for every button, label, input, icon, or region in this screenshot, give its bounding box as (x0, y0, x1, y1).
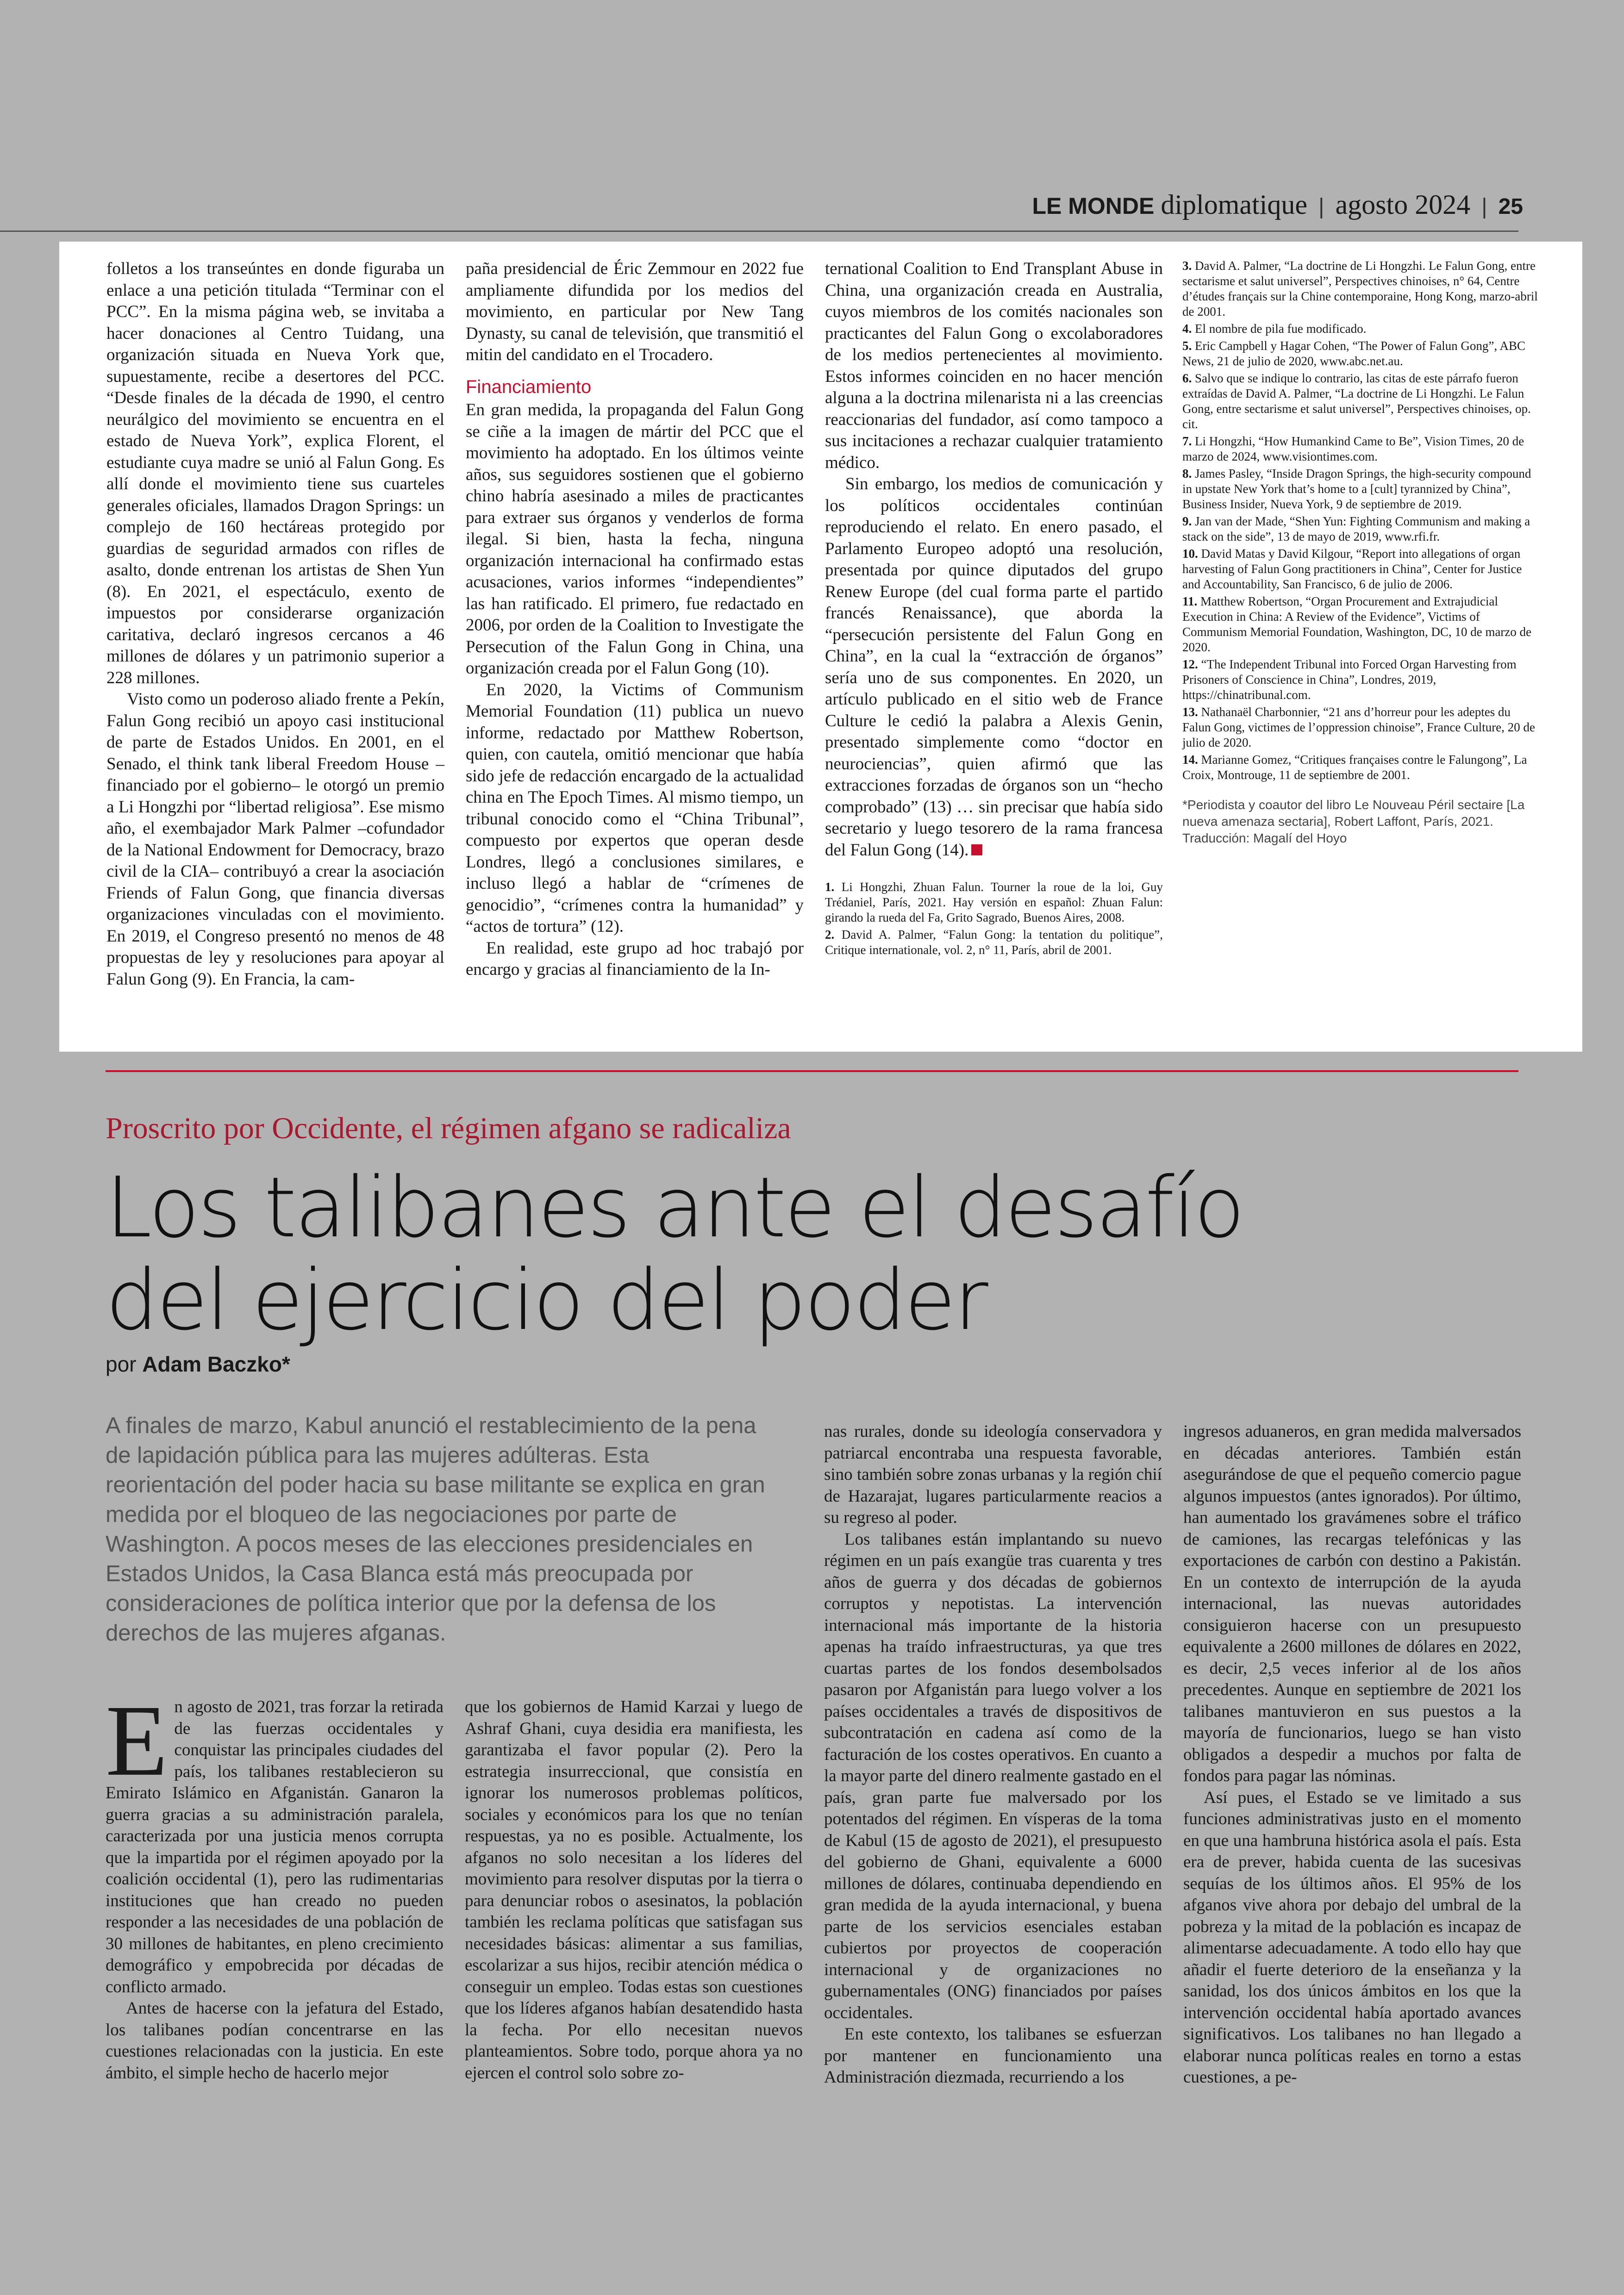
footnote: 13. Nathanaël Charbonnier, “21 ans d’horreur pour les adeptes du Falun Gong, victimes de l’oppression chinoise”, France Culture, 20 de julio de 2020. (1182, 705, 1535, 749)
footnote: 9. Jan van der Made, “Shen Yun: Fighting Communism and making a stack on the side”, 13 de mayo de 2019, www.rfi.fr. (1182, 514, 1530, 543)
byline-prefix: por (106, 1352, 137, 1376)
footnote: 2. David A. Palmer, “Falun Gong: la tentation du politique”, Critique internationale, vol. 2, n° 11, París, abril de 2001. (825, 928, 1163, 957)
prev-col-1 (106, 258, 444, 990)
header-separator-2: | (1481, 194, 1487, 219)
paragraph: Los talibanes están implantando su nuevo régimen en un país exangüe tras cuarenta y tres años de guerra y dos décadas de gobiernos corruptos y nepotistas. La intervención internacional más importante de la historia apenas ha traído infraestructuras, ya que tres cuartas partes de los fondos desembolsados pasaron por Afganistán para luego volver a los países occidentales a través de dispositivos de subcontratación en cadena así como de la facturación de los costes operativos. En cuanto a la mayor parte del dinero realmente gastado en el país, gran parte fue malversado por los potentados del régimen. En vísperas de la toma de Kabul (15 de agosto de 2021), el presupuesto del gobierno de Ghani, equivalente a 6000 millones de dólares, continuaba dependiendo en gran medida de la ayuda internacional, y buena parte de los servicios esenciales estaban cubiertos por proyectos de cooperación internacional y de organizaciones no gubernamentales (ONG) financiados por países occidentales. (824, 1529, 1162, 2022)
page-number: 25 (1498, 194, 1523, 219)
paragraph-text: n agosto de 2021, tras forzar la retirada de las fuerzas occidentales y conquistar las principales ciudades del país, los talibanes restablecieron su Emirato Islámico en Afganistán. Ganaron la guerra gracias a su administración paralela, caracterizada por una justicia menos corrupta que la impartida por el régimen apoyado por la coalición occidental (1), pero las rudimentarias instituciones que han creado no pueden responder a las necesidades de una población de 30 millones de habitantes, en pleno crecimiento demográfico y empobrecida por décadas de conflicto armado. (106, 1697, 443, 1996)
footnote: 8. James Pasley, “Inside Dragon Springs, the high-security compound in upstate New York that’s home to a [cult] tyrannized by China”, Business Insider, Nueva York, 9 de septiembre de 2019. (1182, 467, 1531, 511)
article-col-2 (465, 1696, 803, 2084)
title-line-2: del ejercicio del poder (106, 1252, 987, 1349)
header-rule (0, 231, 1518, 232)
paragraph: Antes de hacerse con la jefatura del Estado, los talibanes podían concentrarse en las cuestiones relacionadas con la justicia. En este ámbito, el simple hecho de hacerlo mejor (106, 1999, 443, 2083)
section-divider (106, 1070, 1518, 1072)
paragraph (106, 1684, 443, 1998)
footnote: 14. Marianne Gomez, “Critiques françaises contre le Falungong”, La Croix, Montrouge, 11 de septiembre de 2001. (1182, 753, 1527, 782)
paragraph: Así pues, el Estado se ve limitado a sus funciones administrativas justo en el momento en que una hambruna histórica asola el país. Esta era de prever, habida cuenta de las sucesivas sequías de los últimos años. El 95% de los afganos vive ahora por debajo del umbral de la pobreza y la mitad de la población es incapaz de alimentarse adecuadamente. A todo ello hay que añadir el fuerte deterioro de la enseñanza y la sanidad, los dos únicos ámbitos en los que la intervención occidental había aportado avances significativos. Los talibanes no han llegado a elaborar nunca políticas reales en torno a estas cuestiones, a pe- (1183, 1788, 1521, 2087)
author-note: *Periodista y coautor del libro Le Nouveau Péril sectaire [La nueva amenaza sectaria], Robert Laffont, París, 2021. (1182, 798, 1525, 829)
footnote: 6. Salvo que se indique lo contrario, las citas de este párrafo fueron extraídas de David A. Palmer, “La doctrine de Li Hongzhi. Le Falun Gong, entre sectarisme et salut universel”, Perspectives chinoises, op. cit. (1182, 371, 1531, 431)
dropcap: E (106, 1684, 168, 1797)
paragraph: En este contexto, los talibanes se esfuerzan por mantener en funcionamiento una Administración diezmada, recurriendo a los (824, 2025, 1162, 2087)
footnote: 11. Matthew Robertson, “Organ Procurement and Extrajudicial Execution in China: A Review of the Evidence”, Victims of Communism Memorial Foundation, Washington, DC, 10 de marzo de 2020. (1182, 594, 1532, 654)
brand-name: LE MONDE (1032, 193, 1155, 219)
issue-date: agosto 2024 (1335, 189, 1471, 220)
footnote: 10. David Matas y David Kilgour, “Report into allegations of organ harvesting of Falun Gong practitioners in China”, Center for Justice and Accountability, San Francisco, 6 de julio de 2006. (1182, 547, 1522, 591)
paragraph: En realidad, este grupo ad hoc trabajó por encargo y gracias al financiamiento de la In- (466, 938, 804, 979)
paragraph: En gran medida, la propaganda del Falun Gong se ciñe a la imagen de mártir del PCC que el movimiento ha adoptado. En los últimos veinte años, sus seguidores sostienen que el gobierno chino habría asesinado a miles de practicantes para extraer sus órganos y venderlos de forma ilegal. Si bien, hasta la fecha, ninguna organización internacional ha confirmado estas acusaciones, varios informes “independientes” las han ratificado. El primero, fue redactado en 2006, por orden de la Coalition to Investigate the Persecution of the Falun Gong in China, una organización creada por el Falun Gong (10). (466, 400, 804, 678)
footnote: 5. Eric Campbell y Hagar Cohen, “The Power of Falun Gong”, ABC News, 21 de julio de 2020, www.abc.net.au. (1182, 339, 1525, 368)
paragraph: paña presidencial de Éric Zemmour en 2022 fue ampliamente difundida por los medios del movimiento, en particular por New Tang Dynasty, su canal de televisión, que transmitió el mitin del candidato en el Trocadero. (466, 259, 804, 364)
previous-article-panel (59, 242, 1582, 1052)
end-mark-icon (971, 844, 982, 855)
section-subhead: Financiamiento (466, 376, 592, 397)
footnotes-a (825, 879, 1163, 958)
title-line-1: Los talibanes ante el desafío (106, 1160, 1243, 1256)
prev-col-3 (825, 258, 1163, 960)
paragraph-text: Sin embargo, los medios de comunicación y los políticos occidentales continúan reproduciendo el relato. En enero pasado, el Parlamento Europeo adoptó una resolución, presentada por quince diputados del grupo Renew Europe (del cual forma parte el partido francés Renaissance), que aborda la “persecución persistente del Falun Gong en China”, en la cual la “extracción de órganos” sería uno de sus componentes. En 2020, un artículo publicado en el sitio web de France Culture le cedió la palabra a Alexis Genin, presentado simplemente como “doctor en neurociencias”, quien afirmó que las extracciones forzadas de órganos son un “hecho comprobado” (13) … sin precisar que había sido secretario y luego tesorero de la rama francesa del Falun Gong (14). (825, 474, 1163, 860)
paragraph: ternational Coalition to End Transplant Abuse in China, una organización creada en Australia, cuyos miembros de los comités nacionales son practicantes del Falun Gong o excolaboradores de los medios pertenecientes al movimiento. Estos informes coinciden en no hacer mención alguna a la doctrina milenarista ni a las creencias reaccionarias del fundador, así como tampoco a sus incitaciones a rechazar cualquier tratamiento médico. (825, 259, 1163, 472)
byline (106, 1352, 290, 1377)
article-kicker: Proscrito por Occidente, el régimen afgano se radicaliza (106, 1111, 791, 1145)
paragraph: En 2020, la Victims of Communism Memorial Foundation (11) publica un nuevo informe, redactado por Matthew Robertson, quien, con cautela, omitió mencionar que había sido jefe de redacción encargado de la actualidad china en The Epoch Times. Al mismo tiempo, un tribunal conocido como el “China Tribunal”, compuesto por expertos que operan desde Londres, llegó a conclusiones similares, e incluso llegó a hablar de “crímenes de genocidio”, “crímenes contra la humanidad” y “actos de tortura” (12). (466, 680, 804, 936)
paragraph: Visto como un poderoso aliado frente a Pekín, Falun Gong recibió un apoyo casi institucional de parte de Estados Unidos. En 2001, en el Senado, el think tank liberal Freedom House –financiado por el gobierno– le otorgó un premio a Li Hongzhi por “libertad religiosa”. Ese mismo año, el exembajador Mark Palmer –cofundador de la National Endowment for Democracy, brazo civil de la CIA– contribuyó a crear la asociación Friends of Falun Gong, que financia diversas organizaciones vinculadas con el movimiento. En 2019, el Congreso presentó no menos de 48 propuestas de ley y resoluciones para apoyar al Falun Gong (9). En Francia, la cam- (106, 690, 444, 989)
footnote: 1. Li Hongzhi, Zhuan Falun. Tourner la roue de la loi, Guy Trédaniel, París, 2021. Hay versión en español: Zhuan Falun: girando la rueda del Fa, Grito Sagrado, Buenos Aires, 2008. (825, 880, 1163, 924)
paragraph: folletos a los transeúntes en donde figuraba un enlace a una petición titulada “Terminar con el PCC”. En la misma página web, se invitaba a hacer donaciones al Centro Tuidang, una organización situada en Nueva York que, supuestamente, recibe a desertores del PCC. “Desde finales de la década de 1990, el centro neurálgico del movimiento se encuentra en el estado de Nueva York”, explica Florent, el estudiante cuya madre se unió al Falun Gong. Es allí donde el movimiento tiene sus cuarteles generales oficiales, llamados Dragon Springs: un complejo de 160 hectáreas protegido por guardias de seguridad armados con rifles de asalto, donde entrenan los artistas de Shen Yun (8). En 2021, el espectáculo, exento de impuestos por considerarse organización caritativa, declaró ingresos cercanos a 46 millones de dólares y un patrimonio superior a 228 millones. (106, 259, 444, 687)
footnote: 3. David A. Palmer, “La doctrine de Li Hongzhi. Le Falun Gong, entre sectarisme et salut universel”, Perspectives chinoises, n° 64, Centre d’études français sur la Chine contemporaine, Hong Kong, marzo-abril de 2001. (1182, 259, 1538, 318)
masthead (1032, 189, 1523, 221)
prev-col-2 (466, 258, 804, 981)
footnotes-b (1182, 258, 1539, 847)
article-col-4 (1183, 1421, 1521, 2089)
footnote: 4. El nombre de pila fue modificado. (1182, 322, 1367, 336)
article-title (106, 1162, 1448, 1347)
footnote: 7. Li Hongzhi, “How Humankind Came to Be”, Vision Times, 20 de marzo de 2024, www.visiontimes.com. (1182, 434, 1524, 463)
article-col-1 (106, 1684, 443, 2084)
article-col-3 (824, 1421, 1162, 2089)
paragraph: que los gobiernos de Hamid Karzai y luego de Ashraf Ghani, cuya desidia era manifiesta, les garantizaba el favor popular (2). Pero la estrategia insurreccional, que consistía en ignorar los numerosos problemas políticos, sociales y económicos para los que no tenían respuestas, ya no es posible. Actualmente, los afganos no solo necesitan a los líderes del movimiento para resolver disputas por la tierra o para denunciar robos o asesinatos, la población también les reclama políticas que satisfagan sus necesidades básicas: alimentar a sus familias, escolarizar a sus hijos, recibir atención médica o conseguir un empleo. Todas estas son cuestiones que los líderes afganos habían desatendido hasta la fecha. Por ello necesitan nuevos planteamientos. Sobre todo, porque ahora ya no ejercen el control solo sobre zo- (465, 1697, 803, 2083)
translation-credit: Traducción: Magalí del Hoyo (1182, 831, 1347, 845)
footnote: 12. “The Independent Tribunal into Forced Organ Harvesting from Prisoners of Conscience in China”, Londres, 2019, https://chinatribunal.com. (1182, 657, 1517, 702)
article-lead: A finales de marzo, Kabul anunció el restablecimiento de la pena de lapidación pública para las mujeres adúlteras. Esta reorientación del poder hacia su base militante se explica en gran medida por el bloqueo de las negociaciones por parte de Washington. A pocos meses de las elecciones presidenciales en Estados Unidos, la Casa Blanca está más preocupada por consideraciones de política interior que por la defensa de los derechos de las mujeres afganas. (106, 1413, 765, 1646)
paragraph (825, 474, 1163, 861)
page-header (0, 181, 1523, 231)
header-separator: | (1318, 194, 1324, 219)
paragraph: ingresos aduaneros, en gran medida malversados en décadas anteriores. También están asegurándose de que el pequeño comercio pague algunos impuestos (antes ignorados). Por último, han aumentado los gravámenes sobre el tráfico de camiones, las recargas telefónicas y las exportaciones de carbón con destino a Pakistán. En un contexto de interrupción de la ayuda internacional, las nuevas autoridades consiguieron hacerse con un presupuesto equivalente a 2600 millones de dólares en 2022, es decir, 2,5 veces inferior al de los años precedentes. Aunque en septiembre de 2021 los talibanes mantuvieron en sus puestos a la mayoría de funcionarios, luego se han visto obligados a despedir a muchos por falta de fondos para pagar las nóminas. (1183, 1422, 1521, 1785)
paragraph: nas rurales, donde su ideología conservadora y patriarcal encontraba una respuesta favorable, sino también sobre zonas urbanas y la región chií de Hazarajat, lugares particularmente reacios a su regreso al poder. (824, 1422, 1162, 1527)
brand-subtitle: diplomatique (1161, 189, 1308, 220)
byline-author: Adam Baczko* (142, 1352, 290, 1376)
